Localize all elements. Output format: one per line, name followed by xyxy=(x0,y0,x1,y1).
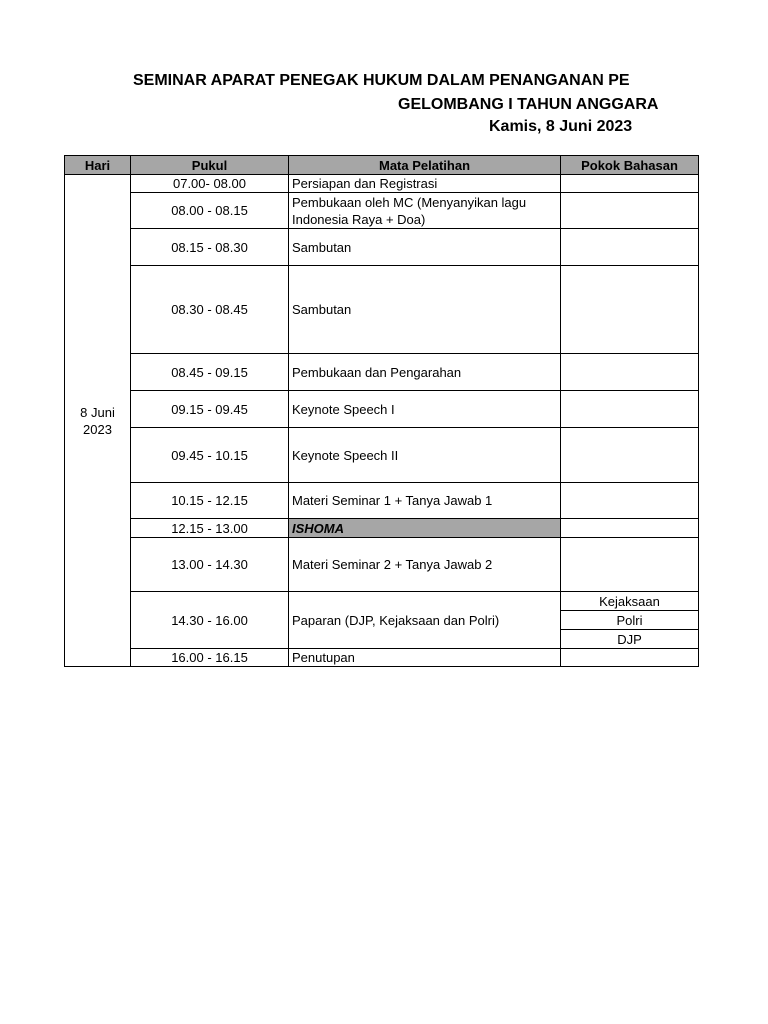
session-cell: Materi Seminar 2 + Tanya Jawab 2 xyxy=(289,538,561,592)
topic-cell xyxy=(561,391,699,428)
table-row xyxy=(65,193,699,229)
session-cell: Pembukaan oleh MC (Menyanyikan lagu Indonesia Raya + Doa) xyxy=(289,193,561,229)
time-cell: 09.45 - 10.15 xyxy=(131,428,289,483)
session-cell: Paparan (DJP, Kejaksaan dan Polri) xyxy=(289,592,561,649)
time-cell: 14.30 - 16.00 xyxy=(131,592,289,649)
session-cell: Sambutan xyxy=(289,266,561,354)
session-cell: Penutupan xyxy=(289,649,561,667)
table-row xyxy=(65,229,699,266)
topic-cell: DJP xyxy=(561,630,699,649)
topic-cell xyxy=(561,354,699,391)
session-cell: Materi Seminar 1 + Tanya Jawab 1 xyxy=(289,483,561,519)
column-header-mata-pelatihan: Mata Pelatihan xyxy=(289,156,561,175)
table-row xyxy=(65,391,699,428)
time-cell: 08.00 - 08.15 xyxy=(131,193,289,229)
column-header-hari: Hari xyxy=(65,156,131,175)
time-cell: 07.00- 08.00 xyxy=(131,175,289,193)
session-cell: Keynote Speech I xyxy=(289,391,561,428)
session-cell: Persiapan dan Registrasi xyxy=(289,175,561,193)
topic-cell xyxy=(561,649,699,667)
time-cell: 10.15 - 12.15 xyxy=(131,483,289,519)
topic-cell xyxy=(561,538,699,592)
topic-cell: Kejaksaan xyxy=(561,592,699,611)
topic-cell xyxy=(561,266,699,354)
session-cell-ishoma: ISHOMA xyxy=(289,519,561,538)
topic-cell xyxy=(561,229,699,266)
time-cell: 13.00 - 14.30 xyxy=(131,538,289,592)
time-cell: 08.45 - 09.15 xyxy=(131,354,289,391)
hari-year-line: 2023 xyxy=(83,421,112,437)
time-cell: 08.30 - 08.45 xyxy=(131,266,289,354)
time-cell: 08.15 - 08.30 xyxy=(131,229,289,266)
time-cell: 09.15 - 09.45 xyxy=(131,391,289,428)
session-cell: Pembukaan dan Pengarahan xyxy=(289,354,561,391)
topic-cell xyxy=(561,193,699,229)
column-header-pukul: Pukul xyxy=(131,156,289,175)
topic-cell xyxy=(561,483,699,519)
topic-cell xyxy=(561,519,699,538)
session-cell: Keynote Speech II xyxy=(289,428,561,483)
table-row xyxy=(65,592,699,611)
table-row-break xyxy=(65,519,699,538)
hari-cell xyxy=(65,175,131,667)
session-cell: Sambutan xyxy=(289,229,561,266)
schedule-table xyxy=(64,155,699,667)
table-row xyxy=(65,483,699,519)
table-row xyxy=(65,175,699,193)
table-header-row xyxy=(65,156,699,175)
hari-date-line: 8 Juni xyxy=(80,404,115,420)
document-date: Kamis, 8 Juni 2023 xyxy=(489,118,633,135)
document-title-line-2: GELOMBANG I TAHUN ANGGARA xyxy=(398,96,659,113)
table-row xyxy=(65,538,699,592)
time-cell: 16.00 - 16.15 xyxy=(131,649,289,667)
table-row xyxy=(65,649,699,667)
document-title-line-1: SEMINAR APARAT PENEGAK HUKUM DALAM PENANGANAN PE xyxy=(133,72,630,89)
table-row xyxy=(65,354,699,391)
topic-cell: Polri xyxy=(561,611,699,630)
table-row xyxy=(65,266,699,354)
table-row xyxy=(65,428,699,483)
column-header-pokok-bahasan: Pokok Bahasan xyxy=(561,156,699,175)
topic-cell xyxy=(561,175,699,193)
time-cell: 12.15 - 13.00 xyxy=(131,519,289,538)
topic-cell xyxy=(561,428,699,483)
